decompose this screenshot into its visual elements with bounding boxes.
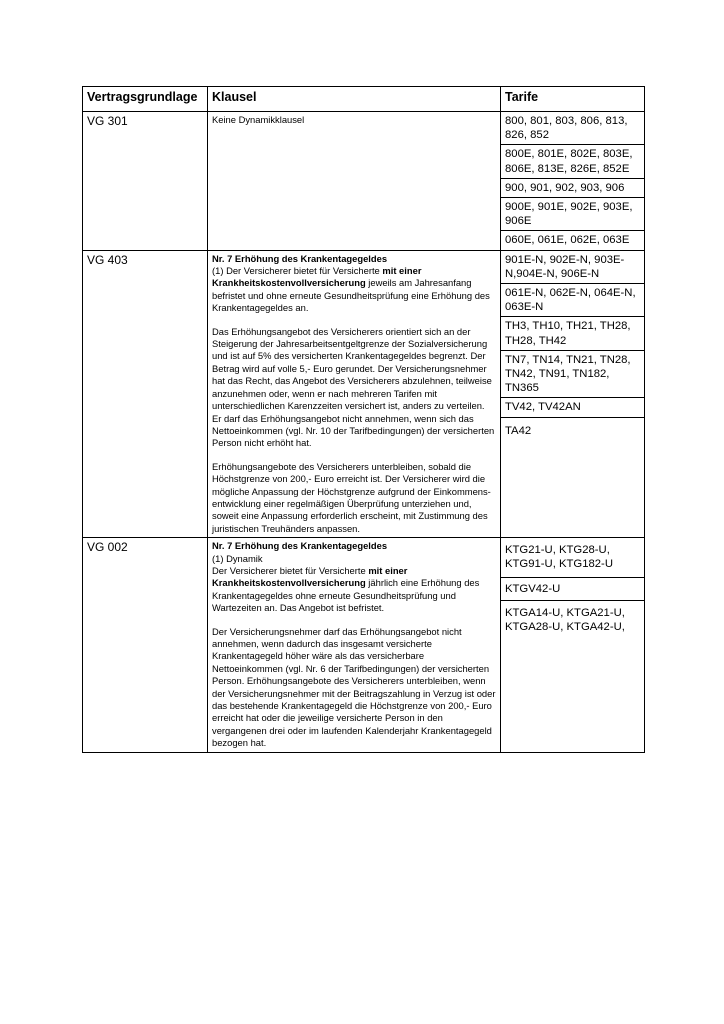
clause-title: Nr. 7 Erhöhung des Krankentagegeldes [212,540,388,552]
table-row [83,112,645,251]
table-row [83,538,645,753]
tariff-group: KTG21-U, KTG28-U, KTG91-U, KTG182-U [501,538,644,577]
header-klausel: Klausel [208,87,501,112]
tariff-group: 901E-N, 902E-N, 903E-N,904E-N, 906E-N [501,251,644,284]
vg-cell: VG 301 [83,112,208,251]
tariffs-cell [501,112,645,251]
tariff-group: TA42 [505,424,532,437]
clause-paragraph: (1) Der Versicherer bietet für Versicherte mit einer Krankheitskostenvollversicherung jeweils am Jahresanfang befristet und ohne erneute Gesundheitsprüfung eine Erhöhung des Krankentagegeldes an. [212,265,490,314]
tariff-group: 061E-N, 062E-N, 064E-N, 063E-N [501,284,644,317]
tariff-group: 800, 801, 803, 806, 813, 826, 852 [501,112,644,145]
clause-cell [208,112,501,251]
clause-paragraph: Erhöhungsangebote des Versicherers unterbleiben, sobald die Höchstgrenze von 200,- Euro erreicht ist. Der Versicherer wird die mögliche Anpassung der Höchstgrenze aufgrund der Einkommens-entwicklung einer regelmäßigen Überprüfung unterziehen und, soweit eine Anpassung erforderlich erscheint, mit Zustimmung des juristischen Treuhänders anpassen. [212,460,491,534]
tariff-group: KTGV42-U [501,578,644,601]
contract-table [82,86,645,753]
tariff-group: TN7, TN14, TN21, TN28, TN42, TN91, TN182, TN365 [501,351,644,399]
clause-paragraph: Das Erhöhungsangebot des Versicherers orientiert sich an der Steigerung der Jahresarbeitsentgeltgrenze der Sozialversicherung und ist auf 5% des versicherten Krankentagegeldes begrenzt. Der Betrag wird auf volle 5,- Euro gerundet. Der Versicherungsnehmer hat das Recht, das Angebot des Versicherers abzulehnen, teilweise anzunehmen oder, wenn er nach mehreren Tarifen mit unterschiedlichen Karenzzeiten versichert ist, anders zu verteilen. Er darf das Erhöhungsangebot nicht annehmen, wenn sich das Nettoeinkommen (vgl. Nr. 10 der Tarifbedingungen) der versicherten Person nicht erhöht hat. [212,325,495,449]
header-tarife: Tarife [501,87,645,112]
tariffs-cell [501,250,645,538]
tariff-group: 900E, 901E, 902E, 903E, 906E [501,198,644,231]
clause-subtitle: (1) Dynamik [212,552,263,564]
tariff-group: TH3, TH10, TH21, TH28, TH28, TH42 [501,317,644,350]
clause-text: Keine Dynamikklausel [212,114,305,125]
tariff-group: 800E, 801E, 802E, 803E, 806E, 813E, 826E, 852E [501,145,644,178]
tariff-group: 060E, 061E, 062E, 063E [505,234,630,247]
clause-cell [208,250,501,538]
clause-paragraph: Der Versicherer bietet für Versicherte mit einer Krankheitskostenvollversicherung jährlich eine Erhöhung des Krankentagegeldes ohne erneute Gesundheitsprüfung und Wartezeiten an. Das Angebot ist befristet. [212,564,480,614]
header-vertragsgrundlage: Vertragsgrundlage [83,87,208,112]
tariff-group: TV42, TV42AN [501,398,644,417]
clause-title: Nr. 7 Erhöhung des Krankentagegeldes [212,252,388,264]
vg-cell: VG 002 [83,538,208,753]
tariff-group: KTGA14-U, KTGA21-U, KTGA28-U, KTGA42-U, [505,606,625,633]
clause-cell [208,538,501,753]
clause-paragraph: Der Versicherungsnehmer darf das Erhöhungsangebot nicht annehmen, wenn dadurch das insgesamt versicherte Krankentagegeld höher wäre als das versicherbare Nettoeinkommen (vgl. Nr. 6 der Tarifbedingungen) der versicherten Person. Erhöhungsangebote des Versicherers unterbleiben, wenn der Versicherungsnehmer mit der Beitragszahlung in Verzug ist oder das bestehende Krankentagegeld die Höchstgrenze von 200,- Euro erreicht hat oder die jeweilige versicherte Person in den vergangenen drei oder im laufenden Kalenderjahr Krankentagegeld bezogen hat. [212,625,496,749]
table-row [83,250,645,538]
tariffs-cell [501,538,645,753]
table-header-row [83,87,645,112]
tariff-group: 900, 901, 902, 903, 906 [501,179,644,198]
vg-cell: VG 403 [83,250,208,538]
